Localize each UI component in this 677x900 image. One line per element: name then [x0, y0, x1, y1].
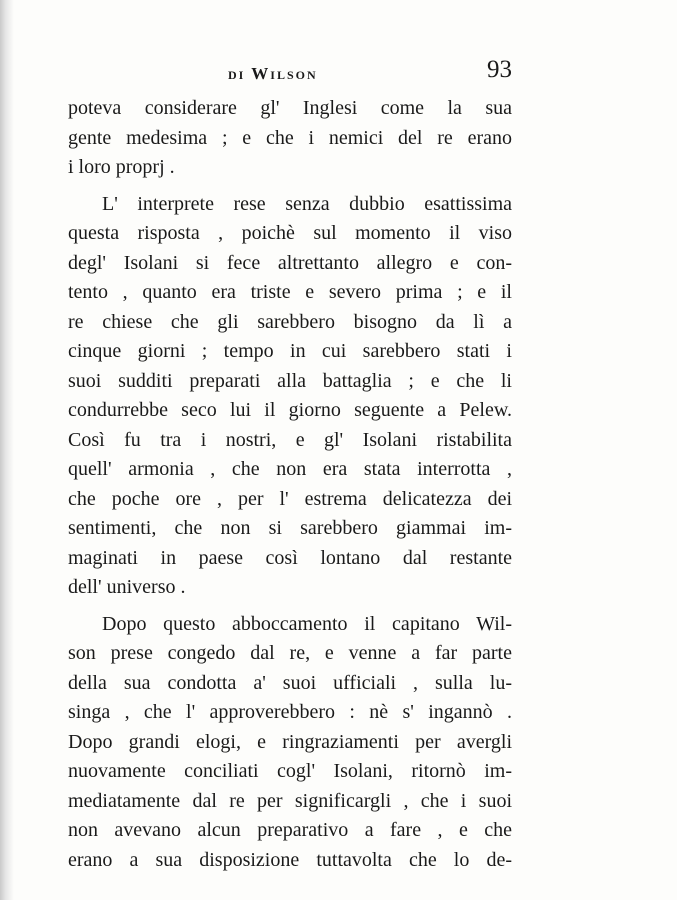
paragraph-start-line: Dopo questo abboccamento il capitano Wil- [102, 612, 512, 635]
text-line: singa , che l' approverebbero : nè s' ingannò . [68, 701, 512, 723]
text-line: sentimenti, che non si sarebbero giammai im- [68, 517, 512, 539]
text-line: Dopo grandi elogi, e ringraziamenti per avergli [68, 730, 512, 753]
text-line: della sua condotta a' suoi ufficiali , sulla lu- [68, 671, 512, 694]
paragraph-start-line: L' interprete rese senza dubbio esattissima [102, 192, 512, 215]
text-line: tento , quanto era triste e severo prima ; e il [68, 281, 512, 303]
page-number: 93 [487, 56, 512, 83]
text-line: i loro proprj . [68, 156, 175, 178]
text-line: maginati in paese così lontano dal restante [68, 546, 512, 569]
text-line: suoi sudditi preparati alla battaglia ; e che li [68, 369, 512, 392]
text-line: son prese congedo dal re, e venne a far parte [68, 642, 512, 664]
text-line: nuovamente conciliati cogl' Isolani, ritornò im- [68, 760, 512, 782]
body-text [68, 94, 512, 875]
page-header [68, 56, 512, 90]
text-line: Così fu tra i nostri, e gl' Isolani ristabilita [68, 428, 512, 451]
text-line: erano a sua disposizione tuttavolta che lo de- [68, 848, 512, 871]
text-line: dell' universo . [68, 576, 186, 598]
text-line: condurrebbe seco lui il giorno seguente a Pelew. [68, 399, 512, 421]
page-edge-shadow [0, 0, 14, 900]
text-line: degl' Isolani si fece altrettanto allegro e con- [68, 251, 512, 274]
text-line: mediatamente dal re per significargli , che i suoi [68, 789, 512, 812]
running-title: di Wilson [228, 64, 318, 83]
text-line: non avevano alcun preparativo a fare , e che [68, 819, 512, 841]
text-line: cinque giorni ; tempo in cui sarebbero stati i [68, 340, 512, 362]
text-line: che poche ore , per l' estrema delicatezza dei [68, 487, 512, 510]
text-line: questa risposta , poichè sul momento il viso [68, 222, 512, 244]
text-line: poteva considerare gl' Inglesi come la sua [68, 97, 512, 119]
text-line: quell' armonia , che non era stata interrotta , [68, 458, 512, 480]
text-line: re chiese che gli sarebbero bisogno da lì a [68, 310, 512, 333]
text-line: gente medesima ; e che i nemici del re erano [68, 126, 512, 149]
